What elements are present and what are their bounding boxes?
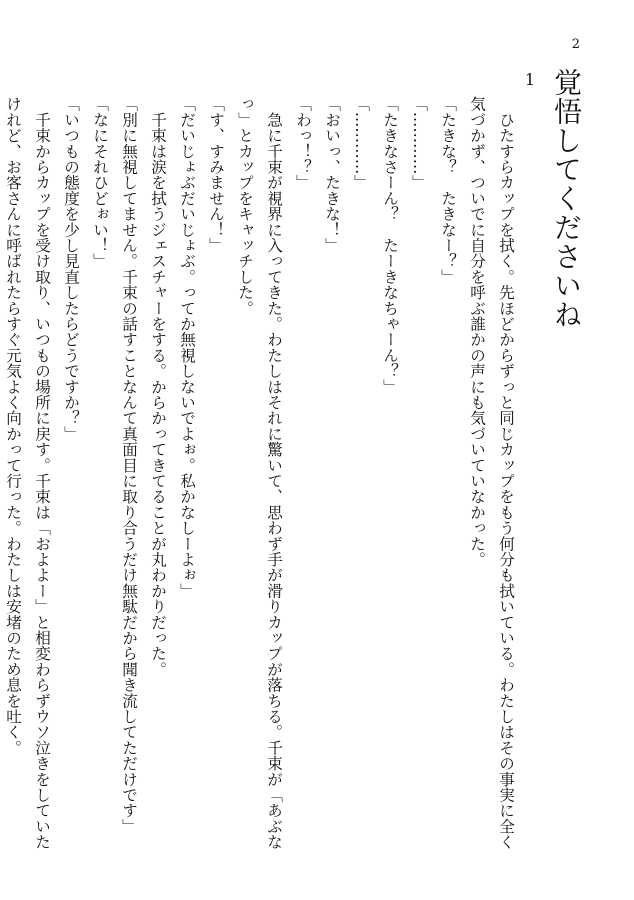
paragraph: 「おいっ、たきな！」 bbox=[323, 96, 341, 253]
chapter-title: 覚悟してくださいね bbox=[550, 68, 583, 329]
paragraph: 千束からカップを受け取り、いつもの場所に戻す。千束は「およよー」と相変わらずウソ泣きをしていたけれど、お客さんに呼ばれたらすぐ元気よく向かって行った。わたしは安堵のため息を吐く。 bbox=[4, 96, 51, 850]
body-text bbox=[4, 96, 520, 856]
paragraph: 「なにそれひどぉい！」 bbox=[91, 96, 109, 269]
paragraph: 「…………」 bbox=[352, 96, 370, 191]
paragraph: 「別に無視してません。千束の話すことなんて真面目に取り合うだけ無駄だから聞き流してただけです」 bbox=[120, 96, 138, 834]
page-number: 2 bbox=[571, 37, 580, 52]
paragraph: 「たきな？ たきなー？」 bbox=[439, 96, 457, 285]
paragraph: 「わっ！？」 bbox=[294, 96, 312, 191]
paragraph: 千束は涙を拭うジェスチャーをする。からかってきてることが丸わかりだった。 bbox=[149, 96, 167, 677]
paragraph: ひたすらカップを拭く。先ほどからずっと同じカップをもう何分も拭いている。わたしはその事実に全く気づかず、ついでに自分を呼ぶ誰かの声にも気づいていなかった。 bbox=[468, 96, 515, 850]
paragraph: 「たきなさーん？ たーきなちゃーん？」 bbox=[381, 96, 399, 395]
paragraph: 急に千束が視界に入ってきた。わたしはそれに驚いて、思わず手が滑りカップが落ちる。千束が「あぶなっ」とカップをキャッチした。 bbox=[236, 96, 283, 850]
paragraph: 「いつもの態度を少し見直したらどうですか？」 bbox=[62, 96, 80, 442]
paragraph: 「…………」 bbox=[410, 96, 428, 191]
chapter-number: 1 bbox=[524, 70, 536, 89]
paragraph: 「す、すみません！」 bbox=[207, 96, 225, 253]
paragraph: 「だいじょぶだいじょぶ。ってか無視しないでよぉ。私かなしーよぉ」 bbox=[178, 96, 196, 599]
